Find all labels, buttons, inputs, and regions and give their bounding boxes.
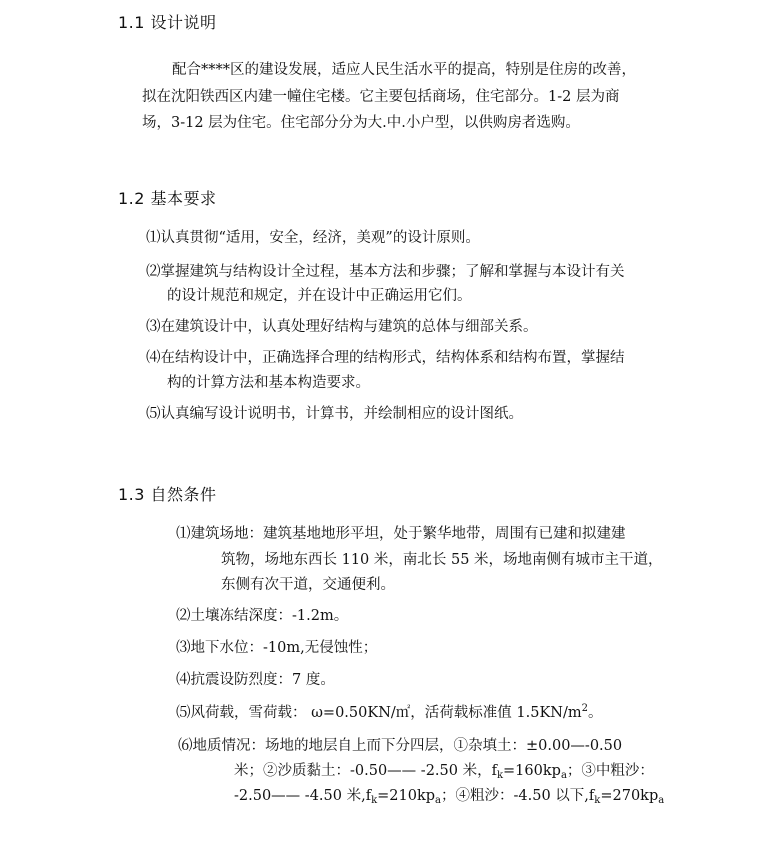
condition-item-1-cont: 东侧有次干道，交通便利。 (221, 577, 395, 593)
condition-item-1: ⑴建筑场地：建筑基地地形平坦，处于繁华地带，周围有已建和拟建建 (176, 526, 626, 542)
section-heading-1-3: 1.3 自然条件 (118, 485, 217, 504)
exponent: 2 (581, 703, 588, 714)
geology-text: =160kp (503, 763, 561, 779)
paragraph-line: 场，3-12 层为住宅。住宅部分分为大.中.小户型，以供购房者选购。 (142, 115, 580, 131)
section-heading-1-1: 1.1 设计说明 (118, 13, 217, 32)
subscript: a (560, 770, 567, 781)
wind-load-end: 。 (587, 705, 603, 721)
condition-item-6: ⑹地质情况：场地的地层自上而下分四层，①杂填土：±0.00—-0.50 (178, 738, 623, 754)
geology-text: =270kp (600, 788, 659, 804)
requirement-item-4: ⑷在结构设计中，正确选择合理的结构形式，结构体系和结构布置，掌握结 (146, 350, 625, 366)
condition-item-1-cont: 筑物，场地东西长 110 米，南北长 55 米，场地南侧有城市主干道， (221, 552, 663, 568)
condition-item-3: ⑶地下水位：-10m,无侵蚀性； (176, 640, 378, 656)
section-heading-1-2: 1.2 基本要求 (118, 189, 217, 208)
requirement-item-3: ⑶在建筑设计中，认真处理好结构与建筑的总体与细部关系。 (146, 319, 538, 335)
condition-item-4: ⑷抗震设防烈度：7 度。 (176, 672, 335, 688)
geology-text: ；④粗沙：-4.50 以下,f (441, 788, 595, 804)
subscript: a (435, 795, 442, 806)
condition-item-6-cont (234, 786, 664, 806)
subscript: k (371, 795, 378, 806)
requirement-item-5: ⑸认真编写设计说明书，计算书，并绘制相应的设计图纸。 (146, 406, 523, 422)
subscript: a (658, 795, 665, 806)
subscript: k (594, 795, 601, 806)
subscript: k (496, 770, 504, 781)
wind-load-text: ⑸风荷载，雪荷载： ω=0.50KN/㎡，活荷载标准值 1.5KN/m (176, 705, 582, 721)
geology-text: =210kp (377, 788, 436, 804)
geology-text: -2.50—— -4.50 米,f (234, 788, 372, 804)
paragraph-line: 拟在沈阳铁西区内建一幢住宅楼。它主要包括商场，住宅部分。1-2 层为商 (142, 89, 620, 105)
requirement-item-4-cont: 构的计算方法和基本构造要求。 (167, 375, 370, 391)
condition-item-5 (176, 703, 602, 723)
condition-item-6-cont (234, 761, 654, 781)
condition-item-2: ⑵土壤冻结深度：-1.2m。 (176, 608, 349, 624)
paragraph-line: 配合****区的建设发展，适应人民生活水平的提高，特别是住房的改善， (172, 62, 636, 78)
requirement-item-2: ⑵掌握建筑与结构设计全过程，基本方法和步骤；了解和掌握与本设计有关 (146, 264, 625, 280)
requirement-item-2-cont: 的设计规范和规定，并在设计中正确运用它们。 (167, 288, 472, 304)
requirement-item-1: ⑴认真贯彻“适用，安全，经济，美观”的设计原则。 (146, 230, 480, 246)
geology-text: ；③中粗沙： (566, 763, 654, 779)
geology-text: 米；②沙质黏土：-0.50—— -2.50 米，f (234, 763, 497, 779)
